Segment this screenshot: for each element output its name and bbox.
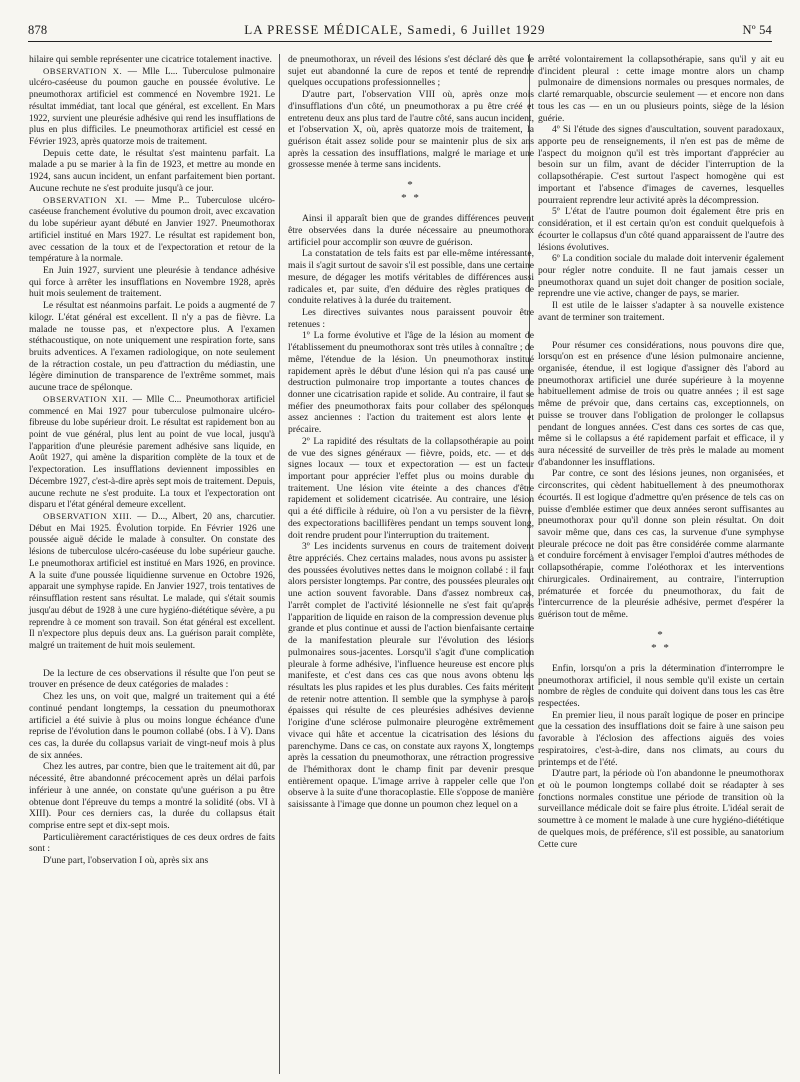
observation-paragraph xyxy=(29,394,275,511)
paragraph: En Juin 1927, survient une pleurésie à tendance adhésive qui force à arrêter les insufflations en Novembre 1928, après huit mois seulement de traitement. xyxy=(29,264,275,300)
observation-paragraph xyxy=(29,195,275,265)
column-divider xyxy=(279,54,280,1074)
paragraph: hilaire qui semble représenter une cicatrice totalement inactive. xyxy=(29,54,272,65)
paragraph: Enfin, lorsqu'on a pris la détermination d'interrompre le pneumothorax artificiel, il nous semble qu'il existe un certain nombre de règles de conduite qui doivent dans tous les cas être respectées. xyxy=(538,662,784,709)
paragraph: Chez les uns, on voit que, malgré un traitement qui a été continué pendant longtemps, la cessation du pneumothorax artificiel a été suivie à plus ou moins longue échéance d'une reprise de l'évolution dans le poumon collabé (obs. I à V). Dans ces cas, la durée du collapsus variait de vingt-neuf mois à plus de six années. xyxy=(29,691,275,761)
paragraph: D'une part, l'observation I où, après six ans xyxy=(43,855,209,867)
paragraph: Les directives suivantes nous paraissent pouvoir être retenues : xyxy=(288,306,534,330)
section-separator: * * * xyxy=(401,179,421,205)
observation-label: OBSERVATION XIII. xyxy=(43,511,133,522)
paragraph: La constatation de tels faits est par elle-même intéressante, mais il s'agit surtout de savoir s'il est possible, dans une certaine mesure, de dégager les motifs véritables de différences aussi radicales et, par suite, d'en déduire des règles pratiques de conduite relatives à la durée du traitement. xyxy=(288,248,534,307)
paragraph: De la lecture de ces observations il résulte que l'on peut se trouver en présence de deux catégories de malades : xyxy=(29,667,275,691)
observation-text: — Mlle C... Pneumothorax artificiel commencé en Mai 1927 pour tuberculose pulmonaire ulcéro-fibreuse du lobe supérieur droit. Le résultat est rapidement bon au point de vue général, plus lent au point de vue local, jusqu'à l'apparition d'une pleurésie parement adhésive sans liquide, en Août 1927, qui amène la disparition complète de la toux et de l'expectoration. Les insufflations deviennent impossibles en Décembre 1927, c'est-à-dire après sept mois de traitement. Depuis, aucune rechute ne s'est produite. La toux et l'expectoration ont disparu et l'état général demeure excellent. xyxy=(29,393,275,510)
observation-label: OBSERVATION XI. xyxy=(43,194,128,205)
paragraph: Particulièrement caractéristiques de ces deux ordres de faits sont : xyxy=(29,831,275,855)
observation-paragraph xyxy=(29,511,275,652)
paragraph: Le résultat est néanmoins parfait. Le poids a augmenté de 7 kilogr. L'état général est excellent. Il n'y a pas de fièvre. La malade ne tousse pas, et n'expectore plus. A l'examen stéthacoustique, on note uniquement une respiration forte, sans bruits adventices. A l'examen radiologique, on note seulement de la rétraction costale, un peu d'attraction du médiastin, une légère diminution de transparence de l'extrême sommet, mais aucune trace de spélonque. xyxy=(29,300,275,394)
paragraph: Par contre, ce sont des lésions jeunes, non organisées, et circonscrites, qui cèdent habituellement à des pneumothorax écourtés. Il est logique d'admettre qu'en présence de tels cas on puisse d'emblée estimer que deux années seront suffisantes au pneumothorax pour qu'il donne son plein résultat. On doit savoir même que, dans ces cas, la survenue d'une symphyse pleurale précoce ne doit pas être considérée comme alarmante et conduire forcément à envisager l'emploi d'autres méthodes de collapsothérapie, comme l'oléothorax et les interventions chirurgicales. Ordinairement, au contraire, l'interruption prématurée et forcée du pneumothorax, du fait de l'intercurrence de la pleurésie adhésive, permet d'espérer la guérison tout de même. xyxy=(538,468,784,621)
observation-text: — Mlle L... Tuberculose pulmonaire ulcéro-caséeuse du poumon gauche en poussée évolutive. Le pneumothorax artificiel est commencé en Novembre 1921. Le résultat immédiat, tant local que général, est excellent. En Mars 1922, survient une pleurésie adhésive qui rend les insufflations de plus en plus difficiles. Le pneumothorax artificiel est cessé en Février 1923, après quatorze mois de traitement. xyxy=(29,65,275,147)
column-left xyxy=(29,54,275,867)
paragraph: arrêté volontairement la collapsothérapie, sans qu'il y ait eu d'incident pleural : cette image montre alors un champ pulmonaire de dimensions normales ou presques normales, de clarté remarquable, obscurcie seulement — et encore non dans tous les cas — en un ou plusieurs points, siège de la lésion guérie. xyxy=(538,54,784,124)
column-right xyxy=(538,54,784,850)
paragraph: 2º La rapidité des résultats de la collapsothérapie au point de vue des signes généraux — fièvre, poids, etc. — et des signes locaux — toux et expectoration — est un facteur important pour apprécier l'effet plus ou moins durable du traitement. Une lésion vite éteinte a des chances d'être rapidement et solidement cicatrisée. Au contraire, une lésion qui a été difficile à réduire, où l'on a vu persister de la fièvre, des expectorations bacillifères pendant un temps souvent long, doit rendre prudent pour l'interruption du traitement. xyxy=(288,435,534,541)
paragraph: Pour résumer ces considérations, nous pouvons dire que, lorsqu'on est en présence d'une lésion pulmonaire ancienne, organisée, étendue, il est logique d'assigner dès l'abord au pneumothorax artificiel une durée supérieure à la moyenne habituellement admise de trois ou quatre années ; il est sage même de prévoir que, dans certains cas, exceptionnels, on puisse se trouver dans l'obligation de prolonger le collapsus pendant de longues années. C'est dans ces sortes de cas que, même si le collapsus a été rapidement parfait et efficace, il y aura nécessité de surveiller de très près le malade au moment d'abandonner les insufflations. xyxy=(538,339,784,468)
page-header xyxy=(28,16,772,42)
paragraph: 3º Les incidents survenus en cours de traitement doivent être appréciés. Chez certains malades, nous avons pu assister à des poussées évolutives nettes dans le moignon collabé : il faut alors persister longtemps. Par contre, des poussées pleurales ont une action souvent favorable. Dans d'assez nombreux cas, l'arrêt complet de l'activité lésionnelle ne s'est fait qu'après l'apparition de liquide en raison de la compression devenue plus grande et plus continue et aussi de l'action bienfaisante certaine de la manifestation pleurale sur l'évolution des lésions pulmonaires sous-jacentes. Lorsqu'il s'agit d'une complication pleurale à forme adhésive, l'influence heureuse est encore plus manifeste, et c'est dans ces cas que nous avons obtenu les résultats les plus rapides et les plus durables. Ces faits méritent de retenir notre attention. Il semble que la symphyse à parois épaisses qui résulte de ces pleurésies adhésives devienne l'origine d'une sclérose pulmonaire pleurogène extrêmement vivace qui hâte et accentue la cicatrisation des lésions du parenchyme. Dans ce cas, on constate aux rayons X, longtemps après la cessation du pneumothorax, une rétraction progressive de l'hémithorax dont le champ finit par devenir presque entièrement opaque. L'image arrive à rappeler celle que l'on observe à la suite d'une thoracoplastie. Elle s'oppose de manière saisissante à l'image que donne un poumon chez lequel on a xyxy=(288,541,534,811)
paragraph: Il est utile de le laisser s'adapter à sa nouvelle existence avant de terminer son traitement. xyxy=(538,300,784,323)
paragraph: 6º La condition sociale du malade doit intervenir également pour régler notre conduite. Il ne faut jamais cesser un pneumothorax quand un sujet doit changer de position sociale, reprendre une vie active, changer de pays, se marier. xyxy=(538,253,784,300)
paragraph: D'autre part, l'observation VIII où, après onze mois d'insufflations d'un côté, un pneumothorax a pu être créé et entretenu deux ans plus tard de l'autre côté, sans aucun incident, et l'observation X, où, après quatorze mois de traitement, la guérison était assez solide pour se maintenir plus de six ans après la cessation des insufflations, malgré le mariage et une grossesse menée à terme sans incidents. xyxy=(288,89,534,171)
page-number: 878 xyxy=(28,23,48,37)
paragraph: de pneumothorax, un réveil des lésions s'est déclaré dès que le sujet eut abandonné la cure de repos et tenté de reprendre quelques occupations professionnelles ; xyxy=(288,54,534,89)
observation-text: — D..., Albert, 20 ans, charcutier. Début en Mai 1925. Évolution torpide. En Février 1926 une poussée aiguë décide le malade à consulter. On constate des lésions de tuberculose ulcéro-caséeuse du lobe supérieur gauche. Le pneumothorax artificiel est institué en Mars 1926, en province. A la suite d'une poussée liquidienne survenue en Octobre 1926, apparait une symphyse rapide. En Janvier 1927, trois tentatives de réinsufflation restent sans résultat. Le malade, qui s'était soumis jusqu'au début de 1928 à une cure hygiéno-diététique sévère, a pu reprendre à ce moment son travail. Son état général est excellent. Il n'expectore plus depuis deux ans. La guérison parait complète, malgré un traitement de huit mois seulement. xyxy=(29,511,276,650)
observation-label: OBSERVATION X. xyxy=(43,65,123,76)
observation-label: OBSERVATION XII. xyxy=(43,393,129,404)
column-middle xyxy=(288,54,534,811)
paragraph: 5º L'état de l'autre poumon doit également être pris en considération, et il est certain qu'on est conduit quelquefois à écourter le collapsus d'un côté quand apparaissent de l'autre des lésions évolutives. xyxy=(538,206,784,253)
paragraph: 1º La forme évolutive et l'âge de la lésion au moment de l'établissement du pneumothorax sont très utiles à connaître ; de même, l'étendue de la lésion. Un pneumothorax institué rapidement après le début d'une lésion qui n'a pas causé une destruction pulmonaire trop importante a toutes chances de donner une cicatrisation rapide et solide. Au contraire, il faut se méfier des pneumothorax faits pour collaber des spélonques assez anciennes : l'action du traitement est alors lente et précaire. xyxy=(288,330,534,436)
observation-text: — Mme P... Tuberculose ulcéro-caséeuse franchement évolutive du poumon droit, avec excavation du lobe supérieur ayant débuté en Janvier 1927. Pneumothorax artificiel institué en Mars 1927. Le résultat est rapidement bon, avec cessation de la toux et de l'expectoration et retour de la température à la normale. xyxy=(29,194,275,264)
paragraph: En premier lieu, il nous paraît logique de poser en principe que la cessation des insufflations doit se faire à une saison peu favorable à l'éclosion des affections aiguës des voies respiratoires, c'est-à-dire, dans nos climats, au cours du printemps et de l'été. xyxy=(538,709,784,768)
paragraph: Chez les autres, par contre, bien que le traitement ait dû, par nécessité, être abandonné précocement après un délai parfois inférieur à une année, on constate qu'une guérison a pu être obtenue dont l'épreuve du temps a montré la solidité (obs. VI à XIII). Pour ces derniers cas, la durée du collapsus était comprise entre sept et dix-sept mois. xyxy=(29,761,275,831)
section-separator: * * * xyxy=(651,628,671,654)
issue-number: Nº 54 xyxy=(742,23,772,37)
paragraph: Depuis cette date, le résultat s'est maintenu parfait. La malade a pu se marier à la fin de 1923, et mettre au monde en 1924, sans aucun incident, un enfant parfaitement bien portant. Aucune rechute ne s'est produite jusqu'à ce jour. xyxy=(29,147,275,194)
observation-paragraph xyxy=(29,66,275,148)
paragraph: D'autre part, la période où l'on abandonne le pneumothorax et où le poumon longtemps collabé doit se réadapter à ses fonctions normales constitue une période de transition où la surveillance médicale doit se faire plus étroite. L'idéal serait de soumettre à ce moment le malade à une cure hygiéno-diététique de quelques mois, de préférence, s'il est possible, au sanatorium Cette cure xyxy=(538,768,784,850)
paragraph: Ainsi il apparaît bien que de grandes différences peuvent être observées dans la durée nécessaire au pneumothorax artificiel pour accomplir son œuvre de guérison. xyxy=(288,213,534,248)
journal-title: LA PRESSE MÉDICALE, Samedi, 6 Juillet 1929 xyxy=(244,22,546,37)
paragraph: 4º Si l'étude des signes d'auscultation, souvent paradoxaux, apporte peu de renseignements, il n'en est pas de même de l'aspect du moignon qu'il est très important d'apprécier au besoin sur un film, avant de décider l'interruption de la collapsothérapie. C'est surtout l'aspect homogène qui est important et l'absence d'images de cavernes, lesquelles pourraient reprendre leur activité après la décompression. xyxy=(538,124,784,206)
